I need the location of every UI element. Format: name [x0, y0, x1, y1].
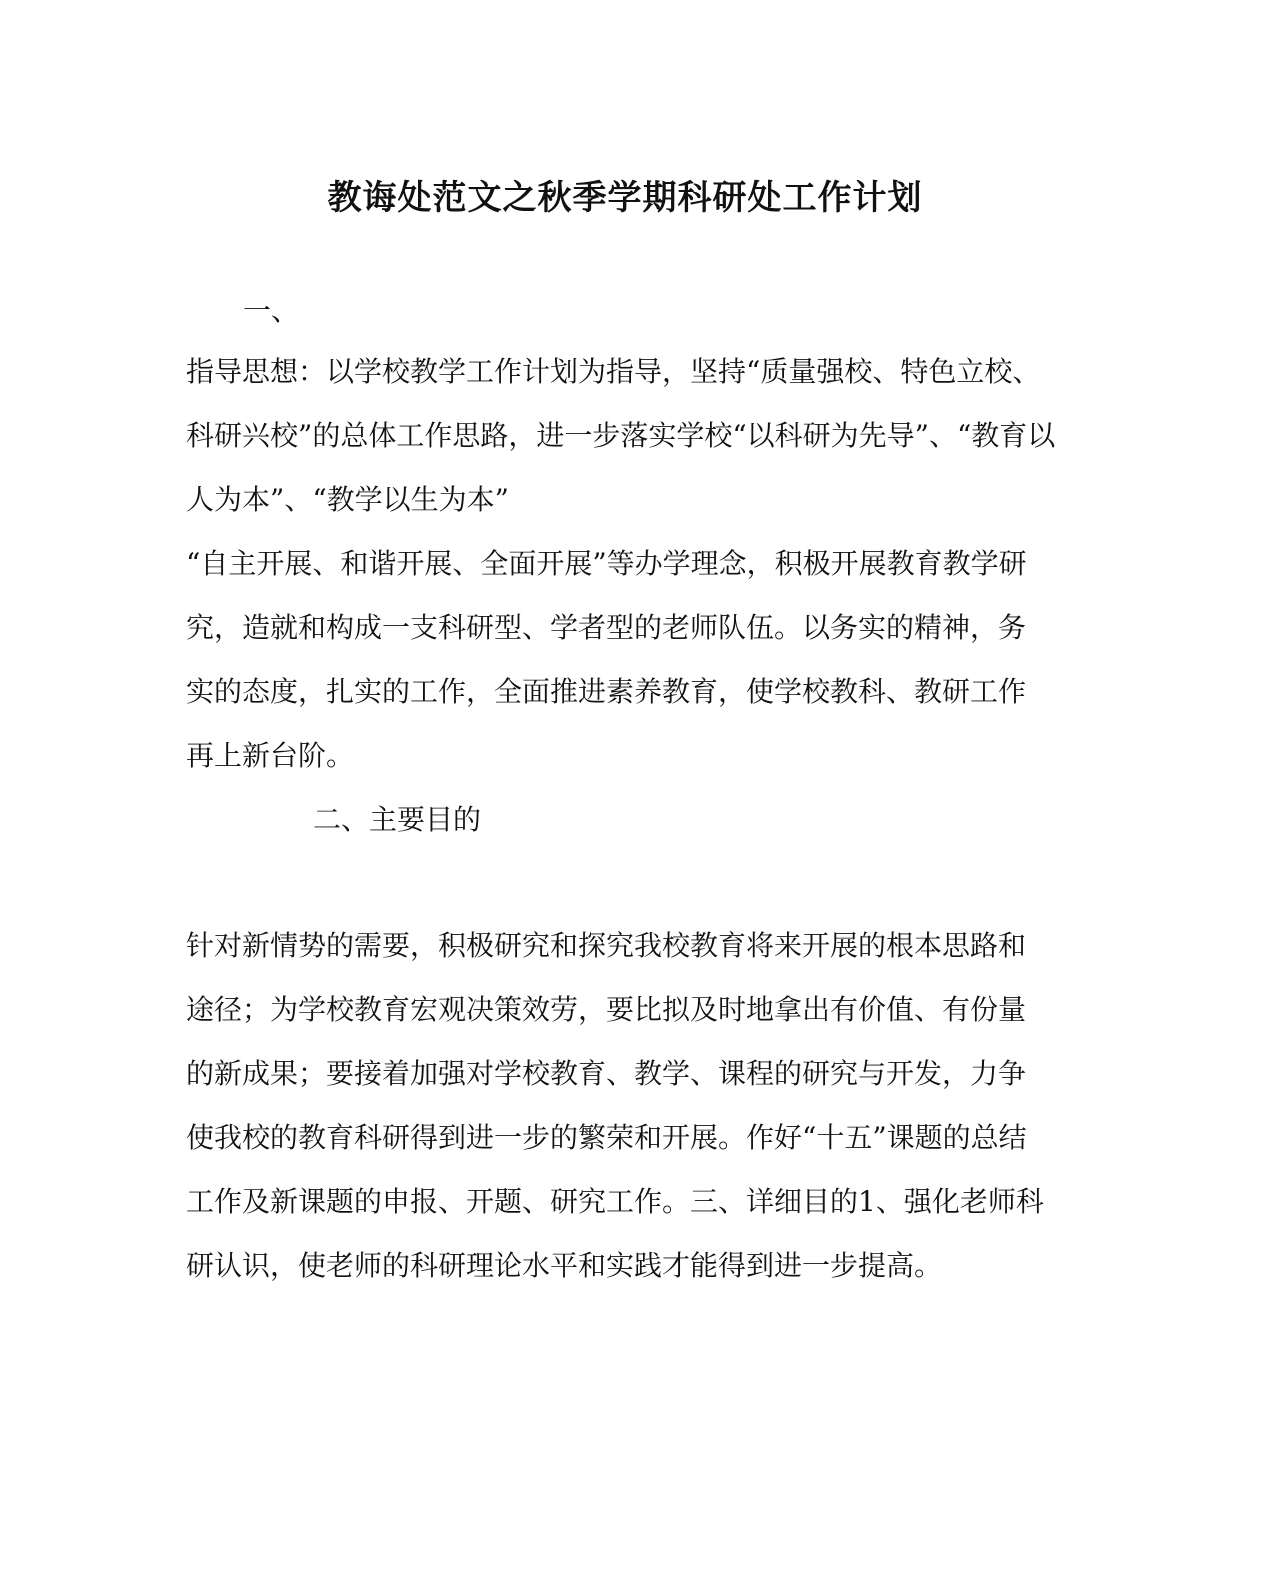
- section1-line-3: 人为本”、“教学以生为本”: [186, 483, 509, 516]
- document-title: 教诲处范文之秋季学期科研处工作计划: [327, 178, 923, 218]
- section2-line-1: 针对新情势的需要，积极研究和探究我校教育将来开展的根本思路和: [186, 929, 1027, 962]
- section1-line-4: “自主开展、和谐开展、全面开展”等办学理念，积极开展教育教学研: [186, 547, 1027, 580]
- section1-line-1: 指导思想：以学校教学工作计划为指导，坚持“质量强校、特色立校、: [186, 355, 1041, 388]
- section1-line-2: 科研兴校”的总体工作思路，进一步落实学校“以科研为先导”、“教育以: [186, 419, 1056, 452]
- section2-line-5: 工作及新课题的申报、开题、研究工作。三、详细目的1、强化老师科: [186, 1185, 1044, 1218]
- section1-line-5: 究，造就和构成一支科研型、学者型的老师队伍。以务实的精神，务: [186, 611, 1027, 644]
- section2-heading: 二、主要目的: [313, 803, 482, 836]
- section1-heading: 一、: [243, 294, 300, 327]
- section1-line-6: 实的态度，扎实的工作，全面推进素养教育，使学校教科、教研工作: [186, 675, 1027, 708]
- section1-line-7: 再上新台阶。: [186, 739, 355, 772]
- section2-line-4: 使我校的教育科研得到进一步的繁荣和开展。作好“十五”课题的总结: [186, 1121, 1027, 1154]
- section2-line-6: 研认识，使老师的科研理论水平和实践才能得到进一步提高。: [186, 1249, 943, 1282]
- section2-line-3: 的新成果；要接着加强对学校教育、教学、课程的研究与开发，力争: [186, 1057, 1027, 1090]
- section2-line-2: 途径；为学校教育宏观决策效劳，要比拟及时地拿出有价值、有份量: [186, 993, 1027, 1026]
